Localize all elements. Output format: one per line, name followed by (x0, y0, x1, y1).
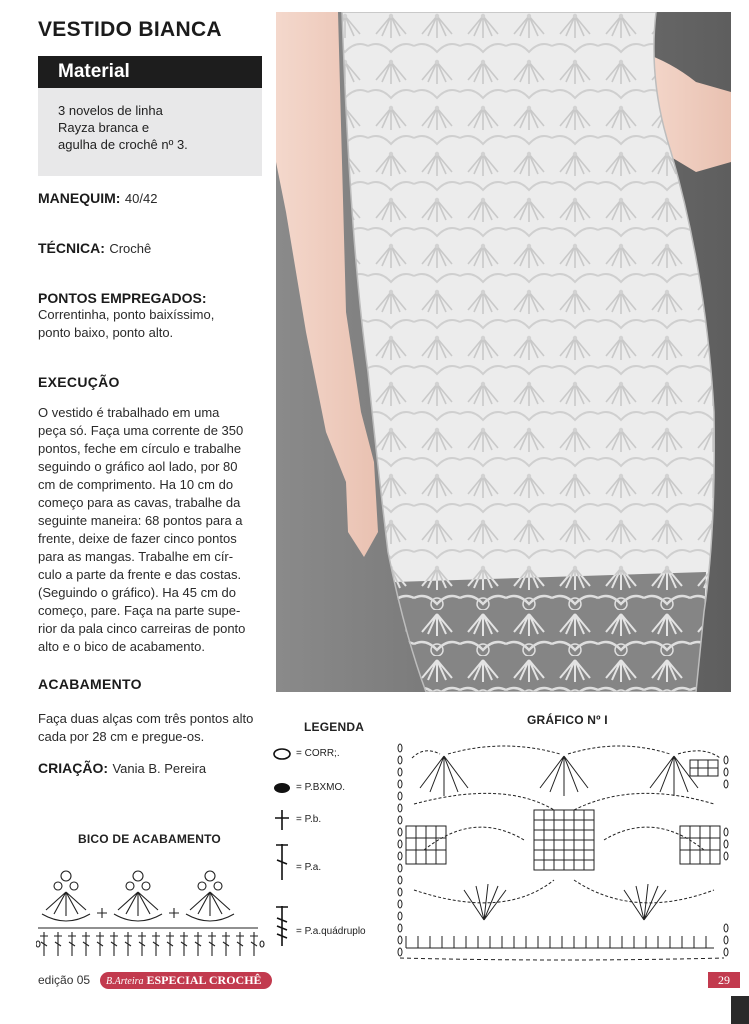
edition-label: edição 05 (38, 973, 91, 987)
tecnica-label: TÉCNICA: (38, 240, 105, 256)
pontos-section (38, 290, 214, 342)
acabamento-text (38, 710, 253, 746)
material-line: Rayza branca e (58, 120, 150, 135)
execucao-line: cm de comprimento. Ha 10 cm do (38, 477, 234, 492)
legend-text: = P.a. (296, 862, 322, 873)
brand-logo: B.Arteira (106, 976, 144, 987)
chain-oval-icon (272, 744, 292, 764)
pontos-line: ponto baixo, ponto alto. (38, 325, 174, 340)
legenda-list (272, 744, 392, 944)
pontos-line: Correntinha, ponto baixíssimo, (38, 307, 215, 322)
quadruple-crochet-icon (272, 904, 292, 948)
execucao-text (38, 404, 274, 656)
acabamento-heading: ACABAMENTO (38, 676, 142, 692)
legend-text: = P.b. (296, 814, 322, 825)
legenda-heading: LEGENDA (304, 720, 365, 734)
bico-heading: BICO DE ACABAMENTO (78, 832, 221, 846)
legend-text: = P.a.quádruplo (296, 926, 366, 937)
legend-text: = P.BXMO. (296, 782, 346, 793)
legend-text: = CORR;. (296, 748, 340, 759)
execucao-line: pontos, feche em círculo e trabalhe (38, 441, 242, 456)
execucao-line: começo, pare. Faça na parte supe- (38, 603, 241, 618)
manequim-value: 40/42 (124, 191, 158, 206)
execucao-line: rior da pala cinco carreiras de ponto (38, 621, 246, 636)
criacao-value: Vania B. Pereira (112, 761, 207, 776)
material-heading: Material (38, 56, 262, 88)
page-title: VESTIDO BIANCA (38, 18, 222, 41)
execucao-line: começo para as cavas, trabalhe da (38, 495, 241, 510)
bico-chart (36, 862, 266, 962)
execucao-line: O vestido é trabalhado em uma (38, 405, 220, 420)
grafico-heading: GRÁFICO Nº I (527, 713, 608, 727)
criacao-row (38, 760, 206, 778)
execucao-line: alto e o bico de acabamento. (38, 639, 205, 654)
acabamento-line: cada por 28 cm e pregue-os. (38, 729, 205, 744)
execucao-heading: EXECUÇÃO (38, 374, 120, 390)
manequim-label: MANEQUIM: (38, 190, 121, 206)
bico-motif (42, 871, 90, 921)
grafico-chart (384, 740, 734, 966)
acabamento-line: Faça duas alças com três pontos alto (38, 711, 254, 726)
single-crochet-icon (272, 808, 292, 832)
pontos-label: PONTOS EMPREGADOS: (38, 290, 207, 306)
tecnica-value: Crochê (109, 241, 152, 256)
execucao-line: para as mangas. Trabalhe em cír- (38, 549, 234, 564)
material-line: 3 novelos de linha (58, 103, 163, 118)
execucao-line: frente, deixe de fazer cinco pontos (38, 531, 237, 546)
material-box (38, 88, 262, 176)
tecnica-row (38, 240, 151, 258)
dress-photo (276, 12, 731, 692)
execucao-line: culo a parte da frente e das costas. (38, 567, 242, 582)
material-line: agulha de crochê nº 3. (58, 137, 188, 152)
page-number: 29 (708, 972, 740, 988)
page-corner (731, 996, 749, 1024)
criacao-label: CRIAÇÃO: (38, 760, 108, 776)
execucao-line: seguindo o gráfico aol lado, por 80 (38, 459, 238, 474)
manequim-row (38, 190, 157, 208)
brand-text: ESPECIAL CROCHÊ (146, 973, 262, 987)
double-crochet-icon (272, 842, 292, 882)
execucao-line: (Seguindo o gráfico). Ha 45 cm do (38, 585, 236, 600)
brand-badge (100, 972, 272, 989)
filled-dot-icon (272, 778, 292, 798)
execucao-line: seguinte maneira: 68 pontos para a (38, 513, 243, 528)
execucao-line: peça só. Faça uma corrente de 350 (38, 423, 244, 438)
